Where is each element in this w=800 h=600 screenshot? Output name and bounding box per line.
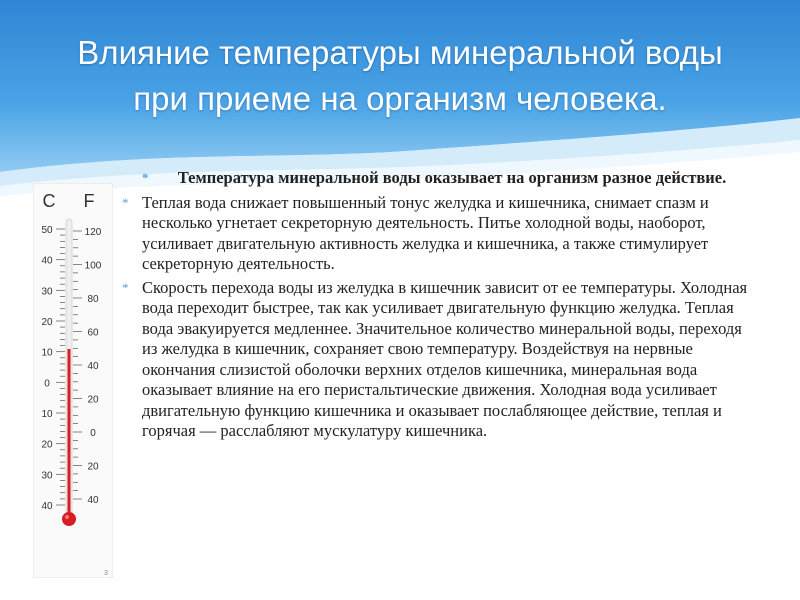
celsius-tick-label: 40 xyxy=(41,255,53,267)
fahrenheit-tick-label: 120 xyxy=(84,227,102,238)
celsius-tick-label: 30 xyxy=(41,286,53,298)
celsius-tick-label: 20 xyxy=(41,317,53,328)
fahrenheit-tick-label: 20 xyxy=(87,394,99,406)
bullet-text: Теплая вода снижает повышенный тонус желудка и кишечника, снимает спазм и несколько угнетает секреторную деятельность. Питье холодной воды, наоборот, усиливает двигательную активность желудка и кишечника, а также стимулирует секреторную деятельность. xyxy=(142,192,709,273)
celsius-tick-label: 50 xyxy=(41,225,53,236)
title-line-2: при приеме на организм человека. xyxy=(133,80,667,117)
celsius-tick-label: 10 xyxy=(41,347,53,359)
fahrenheit-tick-label: 0 xyxy=(90,428,96,439)
title-line-1: Влияние температуры минеральной воды xyxy=(77,34,723,71)
fahrenheit-tick-label: 40 xyxy=(87,361,99,372)
celsius-tick-label: 40 xyxy=(41,501,53,512)
bullet-item-2 xyxy=(118,193,758,275)
bullet-star-icon: * xyxy=(142,170,149,185)
celsius-tick-label: 30 xyxy=(41,470,53,482)
bullet-text: Скорость перехода воды из желудка в кишечник зависит от ее температуры. Холодная вода переходит быстрее, так как усиливает двигательную функцию желудка. Теплая вода эвакуируется медленнее. Значительное количество минеральной воды, переходя из желудка в кишечник, сохраняет свою температуру. Воздействуя на нервные окончания слизистой оболочки верхних отделов кишечника, минеральная вода оказывает влияние на его перистальтические движения. Холодная вода усиливает двигательную функцию кишечника и оказывает послабляющее действие, теплая и горячая — расслабляют мускулатуру кишечника. xyxy=(142,277,748,440)
fahrenheit-tick-label: 80 xyxy=(87,294,99,305)
slide-body xyxy=(118,168,758,442)
bullet-item-3 xyxy=(118,278,758,442)
bullet-item-1 xyxy=(118,168,758,189)
bulb-highlight xyxy=(65,515,69,519)
thermometer-illustration xyxy=(33,183,113,578)
bullet-star-icon: * xyxy=(122,279,129,295)
slide-title xyxy=(20,30,780,122)
fahrenheit-unit-label: F xyxy=(83,191,95,211)
mercury-bulb xyxy=(62,512,76,526)
celsius-tick-label: 20 xyxy=(41,439,53,451)
fahrenheit-tick-label: 60 xyxy=(87,327,99,339)
mercury-column xyxy=(68,349,71,517)
footer-mark: 3 xyxy=(104,570,108,577)
fahrenheit-tick-label: 20 xyxy=(87,461,99,473)
bullet-text: Температура минеральной воды оказывает на организм разное действие. xyxy=(177,168,727,187)
celsius-unit-label: C xyxy=(42,191,56,211)
bullet-star-icon: * xyxy=(122,194,129,210)
celsius-tick-label: 0 xyxy=(44,378,50,390)
fahrenheit-tick-label: 100 xyxy=(84,260,102,272)
celsius-tick-label: 10 xyxy=(41,409,53,420)
fahrenheit-tick-label: 40 xyxy=(87,495,99,506)
